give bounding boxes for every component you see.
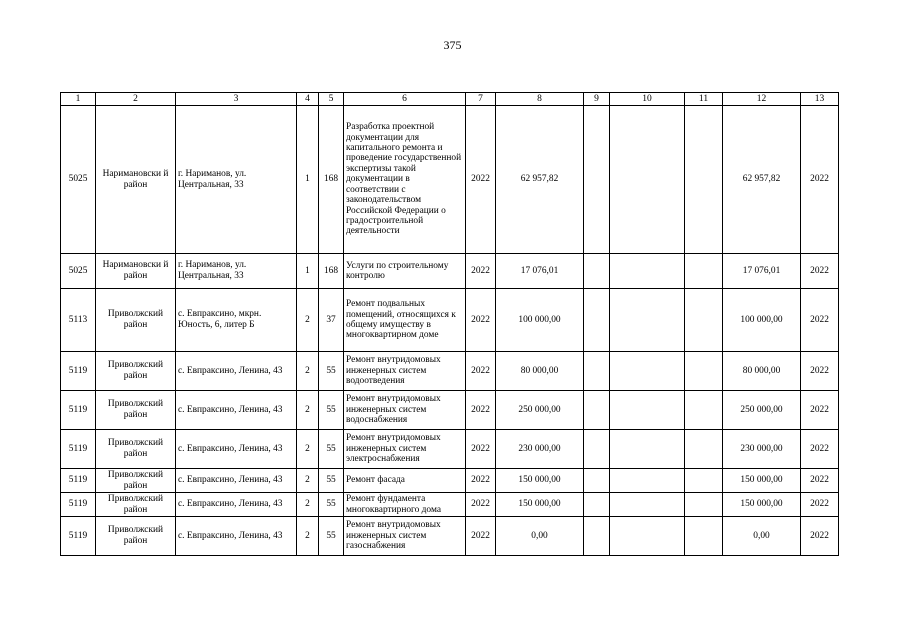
cell-col-11 <box>685 493 723 517</box>
cell-col-11 <box>685 289 723 352</box>
cell-col-4: 1 <box>297 254 319 289</box>
cell-col-5: 55 <box>319 469 344 493</box>
cell-col-9 <box>584 106 610 254</box>
cell-col-5: 168 <box>319 254 344 289</box>
cell-col-13: 2022 <box>801 106 839 254</box>
cell-col-1: 5025 <box>61 254 96 289</box>
header-cell: 7 <box>466 93 496 106</box>
cell-col-13: 2022 <box>801 517 839 556</box>
header-cell: 13 <box>801 93 839 106</box>
cell-col-1: 5025 <box>61 106 96 254</box>
cell-col-13: 2022 <box>801 493 839 517</box>
cell-col-10 <box>610 254 685 289</box>
cell-col-11 <box>685 517 723 556</box>
cell-col-10 <box>610 106 685 254</box>
table-row <box>61 517 839 556</box>
cell-col-9 <box>584 289 610 352</box>
cell-col-10 <box>610 391 685 430</box>
header-cell: 3 <box>176 93 297 106</box>
cell-col-9 <box>584 391 610 430</box>
cell-col-12: 62 957,82 <box>723 106 801 254</box>
cell-col-2: Приволжский район <box>96 391 176 430</box>
cell-col-2: Приволжский район <box>96 517 176 556</box>
cell-col-11 <box>685 254 723 289</box>
cell-col-6: Ремонт внутридомовых инженерных систем газоснабжения <box>344 517 466 556</box>
cell-col-6: Ремонт внутридомовых инженерных систем водоотведения <box>344 352 466 391</box>
cell-col-4: 2 <box>297 289 319 352</box>
header-cell: 11 <box>685 93 723 106</box>
cell-col-12: 17 076,01 <box>723 254 801 289</box>
cell-col-1: 5119 <box>61 517 96 556</box>
cell-col-5: 55 <box>319 391 344 430</box>
cell-col-8: 62 957,82 <box>496 106 584 254</box>
cell-col-12: 230 000,00 <box>723 430 801 469</box>
cell-col-1: 5113 <box>61 289 96 352</box>
header-row <box>61 93 839 106</box>
cell-col-3: с. Евпраксино, мкрн. Юность, 6, литер Б <box>176 289 297 352</box>
cell-col-7: 2022 <box>466 391 496 430</box>
cell-col-7: 2022 <box>466 469 496 493</box>
cell-col-9 <box>584 493 610 517</box>
cell-col-3: с. Евпраксино, Ленина, 43 <box>176 352 297 391</box>
cell-col-13: 2022 <box>801 430 839 469</box>
cell-col-10 <box>610 289 685 352</box>
cell-col-9 <box>584 517 610 556</box>
cell-col-13: 2022 <box>801 352 839 391</box>
cell-col-13: 2022 <box>801 254 839 289</box>
cell-col-1: 5119 <box>61 352 96 391</box>
table-row <box>61 289 839 352</box>
cell-col-1: 5119 <box>61 469 96 493</box>
cell-col-4: 2 <box>297 517 319 556</box>
cell-col-8: 250 000,00 <box>496 391 584 430</box>
cell-col-2: Приволжский район <box>96 469 176 493</box>
cell-col-9 <box>584 469 610 493</box>
cell-col-9 <box>584 254 610 289</box>
cell-col-8: 150 000,00 <box>496 493 584 517</box>
cell-col-9 <box>584 352 610 391</box>
cell-col-7: 2022 <box>466 254 496 289</box>
cell-col-6: Ремонт внутридомовых инженерных систем электроснабжения <box>344 430 466 469</box>
cell-col-12: 0,00 <box>723 517 801 556</box>
cell-col-12: 150 000,00 <box>723 469 801 493</box>
header-cell: 1 <box>61 93 96 106</box>
cell-col-3: с. Евпраксино, Ленина, 43 <box>176 391 297 430</box>
cell-col-4: 2 <box>297 430 319 469</box>
cell-col-5: 55 <box>319 517 344 556</box>
cell-col-7: 2022 <box>466 430 496 469</box>
cell-col-8: 230 000,00 <box>496 430 584 469</box>
cell-col-8: 0,00 <box>496 517 584 556</box>
cell-col-3: г. Нариманов, ул. Центральная, 33 <box>176 106 297 254</box>
cell-col-11 <box>685 469 723 493</box>
cell-col-3: с. Евпраксино, Ленина, 43 <box>176 469 297 493</box>
cell-col-13: 2022 <box>801 469 839 493</box>
cell-col-7: 2022 <box>466 517 496 556</box>
header-cell: 8 <box>496 93 584 106</box>
cell-col-4: 2 <box>297 391 319 430</box>
cell-col-9 <box>584 430 610 469</box>
cell-col-11 <box>685 352 723 391</box>
cell-col-8: 80 000,00 <box>496 352 584 391</box>
cell-col-13: 2022 <box>801 289 839 352</box>
cell-col-13: 2022 <box>801 391 839 430</box>
header-cell: 6 <box>344 93 466 106</box>
header-cell: 10 <box>610 93 685 106</box>
cell-col-10 <box>610 517 685 556</box>
cell-col-2: Приволжский район <box>96 289 176 352</box>
cell-col-11 <box>685 106 723 254</box>
cell-col-10 <box>610 352 685 391</box>
cell-col-4: 2 <box>297 469 319 493</box>
cell-col-6: Ремонт фасада <box>344 469 466 493</box>
cell-col-2: Наримановски й район <box>96 254 176 289</box>
cell-col-12: 100 000,00 <box>723 289 801 352</box>
cell-col-2: Приволжский район <box>96 493 176 517</box>
cell-col-5: 168 <box>319 106 344 254</box>
header-cell: 4 <box>297 93 319 106</box>
table-row <box>61 391 839 430</box>
page-number: 375 <box>443 38 462 52</box>
table-row <box>61 254 839 289</box>
cell-col-2: Приволжский район <box>96 430 176 469</box>
table-row <box>61 106 839 254</box>
cell-col-10 <box>610 469 685 493</box>
cell-col-12: 80 000,00 <box>723 352 801 391</box>
header-cell: 12 <box>723 93 801 106</box>
cell-col-5: 37 <box>319 289 344 352</box>
data-table <box>60 92 839 556</box>
cell-col-6: Услуги по строительному контролю <box>344 254 466 289</box>
cell-col-12: 250 000,00 <box>723 391 801 430</box>
table-row <box>61 469 839 493</box>
cell-col-6: Ремонт фундамента многоквартирного дома <box>344 493 466 517</box>
cell-col-7: 2022 <box>466 106 496 254</box>
header-cell: 5 <box>319 93 344 106</box>
cell-col-11 <box>685 391 723 430</box>
header-cell: 2 <box>96 93 176 106</box>
cell-col-11 <box>685 430 723 469</box>
table-body <box>61 106 839 556</box>
cell-col-6: Ремонт внутридомовых инженерных систем водоснабжения <box>344 391 466 430</box>
cell-col-7: 2022 <box>466 352 496 391</box>
cell-col-8: 150 000,00 <box>496 469 584 493</box>
cell-col-7: 2022 <box>466 493 496 517</box>
cell-col-3: г. Нариманов, ул. Центральная, 33 <box>176 254 297 289</box>
header-cell: 9 <box>584 93 610 106</box>
table-row <box>61 493 839 517</box>
cell-col-1: 5119 <box>61 430 96 469</box>
cell-col-4: 1 <box>297 106 319 254</box>
cell-col-2: Наримановски й район <box>96 106 176 254</box>
cell-col-1: 5119 <box>61 493 96 517</box>
cell-col-3: с. Евпраксино, Ленина, 43 <box>176 493 297 517</box>
cell-col-3: с. Евпраксино, Ленина, 43 <box>176 430 297 469</box>
cell-col-4: 2 <box>297 493 319 517</box>
cell-col-6: Ремонт подвальных помещений, относящихся к общему имуществу в многоквартирном доме <box>344 289 466 352</box>
cell-col-5: 55 <box>319 352 344 391</box>
cell-col-5: 55 <box>319 493 344 517</box>
cell-col-8: 100 000,00 <box>496 289 584 352</box>
cell-col-4: 2 <box>297 352 319 391</box>
cell-col-1: 5119 <box>61 391 96 430</box>
cell-col-12: 150 000,00 <box>723 493 801 517</box>
table-row <box>61 430 839 469</box>
cell-col-2: Приволжский район <box>96 352 176 391</box>
cell-col-10 <box>610 493 685 517</box>
cell-col-6: Разработка проектной документации для капитального ремонта и проведение государственной экспертизы такой документации в соответствии с законодательством Российской Федерации о градостроительной деятельности <box>344 106 466 254</box>
cell-col-5: 55 <box>319 430 344 469</box>
cell-col-7: 2022 <box>466 289 496 352</box>
cell-col-8: 17 076,01 <box>496 254 584 289</box>
cell-col-10 <box>610 430 685 469</box>
table-row <box>61 352 839 391</box>
cell-col-3: с. Евпраксино, Ленина, 43 <box>176 517 297 556</box>
